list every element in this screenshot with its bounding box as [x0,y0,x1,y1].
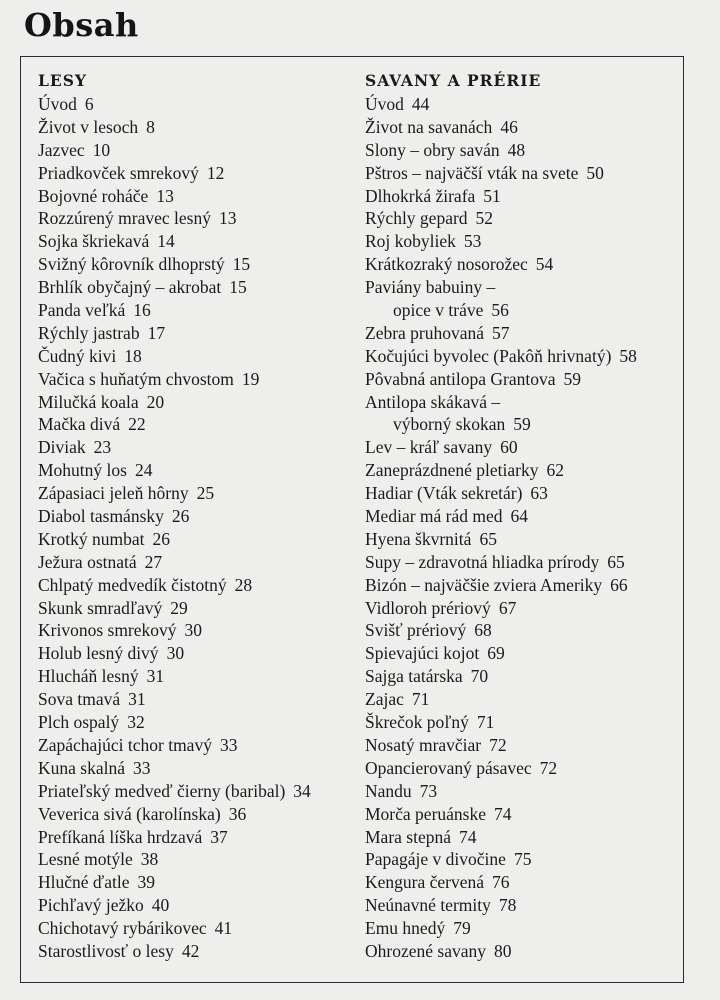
toc-entry-page: 56 [491,300,509,321]
toc-entry [38,162,358,185]
toc-entry-title: Kuna skalná [38,757,125,778]
toc-entry-title: Chlpatý medvedík čistotný [38,574,227,595]
toc-entry [38,826,358,849]
toc-entry-title: Lev – kráľ savany [365,437,493,458]
toc-entry [38,459,358,482]
toc-entry [365,482,681,505]
toc-entry-title: Panda veľká [38,300,126,321]
toc-entry-page: 30 [166,643,185,664]
toc-entry [38,757,358,780]
toc-entry-title: Sajga tatárska [365,666,463,687]
toc-entry-title: Kočujúci byvolec (Pakôň hrivnatý) [365,345,612,366]
toc-entry [365,848,681,871]
toc-entry [365,894,681,917]
toc-entry-page: 76 [492,872,510,893]
toc-entry [38,734,358,757]
toc-entry-page: 41 [214,918,233,939]
toc-entry [365,917,681,940]
toc-entry-page: 23 [93,437,112,458]
toc-entry-page: 67 [498,597,517,618]
toc-entry-page: 44 [411,94,430,114]
toc-entry [365,93,681,116]
toc-entry [365,299,681,322]
toc-entry-page: 74 [459,826,477,847]
toc-entry-page: 14 [157,231,175,252]
toc-entry-title: Ohrozené savany [365,940,486,961]
toc-entry [365,436,681,459]
toc-entry-title: Rýchly gepard [365,208,468,229]
toc-entry-page: 25 [196,483,215,504]
toc-entry-page: 68 [474,620,492,641]
toc-entry-title: Život na savanách [365,116,493,137]
toc-entry [38,528,358,551]
toc-entry-page: 36 [228,803,247,824]
toc-entry [365,574,681,597]
toc-entry [38,230,358,253]
toc-entry-title: Diviak [38,437,86,458]
toc-entry [365,711,681,734]
toc-entry-title: Svižný kôrovník dlhoprstý [38,254,225,275]
toc-entry-title: Sojka škriekavá [38,231,150,252]
toc-entry-title: Veverica sivá (karolínska) [38,803,221,824]
toc-entry-page: 48 [507,139,526,160]
toc-entry-page: 64 [510,506,529,527]
toc-entry [365,139,681,162]
toc-entry-page: 27 [144,551,163,572]
toc-entry-page: 13 [156,185,174,206]
toc-entry-page: 51 [483,185,501,206]
toc-entry [38,940,358,963]
section-heading-savannas: SAVANY A PRÉRIE [365,71,542,90]
toc-entry [38,93,358,116]
toc-entry-title: Krivonos smrekový [38,620,177,641]
toc-entry-page: 57 [492,322,510,343]
toc-entry [38,665,358,688]
toc-entry-page: 8 [146,116,155,137]
toc-entry-title: Pôvabná antilopa Grantova [365,368,556,389]
toc-entry [38,894,358,917]
toc-entry-page: 26 [171,506,190,527]
toc-entry [365,665,681,688]
toc-entry-page: 65 [607,551,625,572]
toc-entry [365,253,681,276]
toc-entry-page: 19 [241,368,260,389]
toc-entry [38,139,358,162]
toc-entry-page: 69 [487,643,505,664]
toc-entry [38,368,358,391]
toc-entry-title: Papagáje v divočine [365,849,506,870]
toc-entry-title: Zápasiaci jeleň hôrny [38,483,189,504]
page-title: Obsah [24,6,139,44]
toc-entry [38,871,358,894]
toc-list-savannas [365,93,681,963]
toc-entry [365,345,681,368]
toc-entry-page: 74 [494,803,512,824]
toc-entry-title: Supy – zdravotná hliadka prírody [365,551,600,572]
toc-entry-page: 42 [181,940,200,961]
toc-entry-page: 10 [92,139,111,160]
toc-entry-title: Nosatý mravčiar [365,734,482,755]
toc-entry-title: Kengura červená [365,872,485,893]
toc-entry-title: Mohutný los [38,460,127,481]
toc-entry [365,391,681,414]
toc-entry [365,734,681,757]
toc-entry-title: Mara stepná [365,826,452,847]
toc-entry-page: 65 [479,528,497,549]
toc-entry [365,276,681,299]
toc-entry-title: Ježura ostnatá [38,551,137,572]
toc-entry-page: 33 [219,734,238,755]
toc-entry [365,322,681,345]
toc-entry-page: 78 [498,895,517,916]
toc-entry-page: 30 [184,620,203,641]
toc-entry-title: Holub lesný divý [38,643,159,664]
toc-entry-page: 12 [206,162,225,183]
toc-entry [365,505,681,528]
toc-entry [365,207,681,230]
toc-entry-page: 73 [419,780,438,801]
toc-entry [365,528,681,551]
toc-entry-page: 31 [128,689,146,710]
toc-entry-title: Milučká koala [38,391,139,412]
toc-entry-title: Hlucháň lesný [38,666,139,687]
toc-entry-page: 63 [530,483,548,504]
toc-entry [38,597,358,620]
toc-entry-title: Sova tmavá [38,689,121,710]
toc-entry-title: Brhlík obyčajný – akrobat [38,277,222,298]
toc-entry [365,780,681,803]
toc-entry-title: Život v lesoch [38,116,139,137]
table-of-contents [20,56,684,983]
toc-entry [38,276,358,299]
toc-entry-title: Jazvec [38,139,85,160]
toc-entry [38,848,358,871]
toc-list-forests [38,93,358,963]
toc-entry-page: 71 [476,712,495,733]
toc-entry [365,162,681,185]
toc-entry-title: Priateľský medveď čierny (baribal) [38,780,286,801]
toc-entry-page: 50 [586,162,604,183]
toc-entry [365,871,681,894]
section-heading-forests: LESY [38,71,87,90]
toc-entry [38,642,358,665]
toc-entry [38,253,358,276]
toc-entry [38,619,358,642]
toc-entry-page: 20 [146,391,165,412]
toc-entry-title: Zebra pruhovaná [365,322,485,343]
toc-entry-page: 29 [170,597,188,618]
toc-entry-page: 26 [152,528,170,549]
toc-entry-title: Svišť prériový [365,620,467,641]
toc-entry-page: 6 [84,94,94,114]
toc-entry-page: 66 [610,574,628,595]
toc-entry-title: Zaneprázdnené pletiarky [365,460,539,481]
toc-entry-page: 80 [494,940,512,961]
toc-entry [38,574,358,597]
toc-entry-title: Emu hnedý [365,918,446,939]
toc-entry-title: Krátkozraký nosorožec [365,254,528,275]
toc-entry [365,185,681,208]
toc-entry-title: Opancierovaný pásavec [365,757,532,778]
toc-entry [365,368,681,391]
toc-entry-title: Vačica s huňatým chvostom [38,368,234,389]
toc-entry-title: Úvod [365,94,404,114]
toc-entry-page: 62 [546,460,564,481]
toc-entry-title: Bizón – najväčšie zviera Ameriky [365,574,603,595]
toc-entry-page: 40 [151,895,170,916]
toc-entry-title: Hyena škvrnitá [365,528,472,549]
toc-entry-title: Spievajúci kojot [365,643,480,664]
toc-entry-title: Chichotavý rybárikovec [38,918,207,939]
toc-entry [365,940,681,963]
toc-entry-page: 28 [234,574,253,595]
toc-entry-title: Starostlivosť o lesy [38,940,174,961]
toc-entry [38,505,358,528]
toc-entry-title: Pichľavý ježko [38,895,144,916]
toc-entry-title: Neúnavné termity [365,895,491,916]
toc-entry-page: 32 [127,712,145,733]
section-savannas [365,69,681,963]
toc-entry-title: Krotký numbat [38,528,145,549]
toc-entry [38,299,358,322]
toc-entry-title: Priadkovček smrekový [38,162,199,183]
toc-entry-title: Antilopa skákavá – [365,391,501,412]
toc-entry [38,803,358,826]
toc-entry-page: 60 [500,437,518,458]
toc-entry-title: Rozzúrený mravec lesný [38,208,211,229]
toc-entry-title: výborný skokan [393,414,506,435]
toc-entry [38,436,358,459]
toc-entry-title: Čudný kivi [38,345,117,366]
toc-entry-title: Nandu [365,780,412,801]
toc-entry [365,459,681,482]
toc-entry-page: 13 [218,208,237,229]
toc-entry-title: Skunk smradľavý [38,597,163,618]
toc-entry [365,688,681,711]
toc-entry-title: Zajac [365,689,404,710]
toc-entry-title: Vidloroh prériový [365,597,491,618]
toc-entry-page: 15 [232,254,251,275]
toc-entry-page: 59 [563,368,582,389]
toc-entry-page: 75 [513,849,532,870]
toc-entry [365,597,681,620]
toc-entry [365,230,681,253]
toc-entry-page: 34 [293,780,311,801]
toc-entry-page: 33 [133,757,151,778]
toc-entry-page: 39 [137,872,155,893]
toc-entry [38,551,358,574]
toc-entry [38,322,358,345]
toc-entry-page: 16 [133,300,151,321]
toc-entry-title: Úvod [38,94,77,114]
toc-entry-page: 37 [210,826,228,847]
toc-entry [38,711,358,734]
toc-entry-title: Prefíkaná líška hrdzavá [38,826,203,847]
toc-entry-title: Paviány babuiny – [365,277,496,298]
toc-entry-page: 52 [475,208,494,229]
toc-entry [38,780,358,803]
toc-entry-page: 72 [539,757,558,778]
toc-entry [365,803,681,826]
toc-entry-title: Pštros – najväčší vták na svete [365,162,579,183]
toc-entry [365,413,681,436]
toc-entry-title: Morča peruánske [365,803,486,824]
toc-entry-title: Mediar má rád med [365,506,503,527]
toc-entry-page: 15 [229,277,247,298]
toc-entry-page: 22 [128,414,146,435]
toc-entry [38,391,358,414]
toc-entry [38,917,358,940]
toc-entry [365,826,681,849]
toc-entry [38,413,358,436]
toc-entry-title: Dlhokrká žirafa [365,185,476,206]
toc-entry-title: Plch ospalý [38,712,120,733]
toc-entry [365,551,681,574]
toc-entry [365,619,681,642]
toc-entry [365,757,681,780]
toc-entry-title: Mačka divá [38,414,121,435]
toc-entry-title: opice v tráve [393,300,484,321]
toc-entry [38,207,358,230]
toc-entry-page: 24 [134,460,153,481]
toc-entry-title: Rýchly jastrab [38,322,140,343]
toc-entry-title: Slony – obry saván [365,139,500,160]
toc-entry-title: Zapáchajúci tchor tmavý [38,734,212,755]
toc-entry-page: 53 [463,231,482,252]
toc-entry-title: Škrečok poľný [365,712,469,733]
toc-entry-title: Lesné motýle [38,849,133,870]
toc-entry-page: 18 [124,345,142,366]
toc-entry-title: Hadiar (Vták sekretár) [365,483,523,504]
toc-entry-title: Diabol tasmánsky [38,506,164,527]
toc-entry-page: 46 [500,116,518,137]
toc-entry-page: 70 [470,666,489,687]
section-forests [38,69,358,963]
toc-entry-page: 31 [146,666,165,687]
toc-entry-page: 17 [147,322,166,343]
toc-entry-title: Bojovné roháče [38,185,149,206]
toc-entry-page: 71 [411,689,430,710]
toc-entry [38,345,358,368]
toc-entry-page: 58 [619,345,637,366]
toc-entry [365,642,681,665]
toc-entry-page: 54 [535,254,554,275]
toc-entry [38,185,358,208]
toc-entry-title: Roj kobyliek [365,231,456,252]
toc-entry-page: 59 [513,414,531,435]
toc-entry [38,116,358,139]
toc-entry [365,116,681,139]
toc-entry-page: 72 [489,734,507,755]
toc-entry [38,688,358,711]
toc-entry-page: 79 [453,918,471,939]
toc-entry-title: Hlučné ďatle [38,872,130,893]
toc-entry [38,482,358,505]
toc-entry-page: 38 [140,849,159,870]
